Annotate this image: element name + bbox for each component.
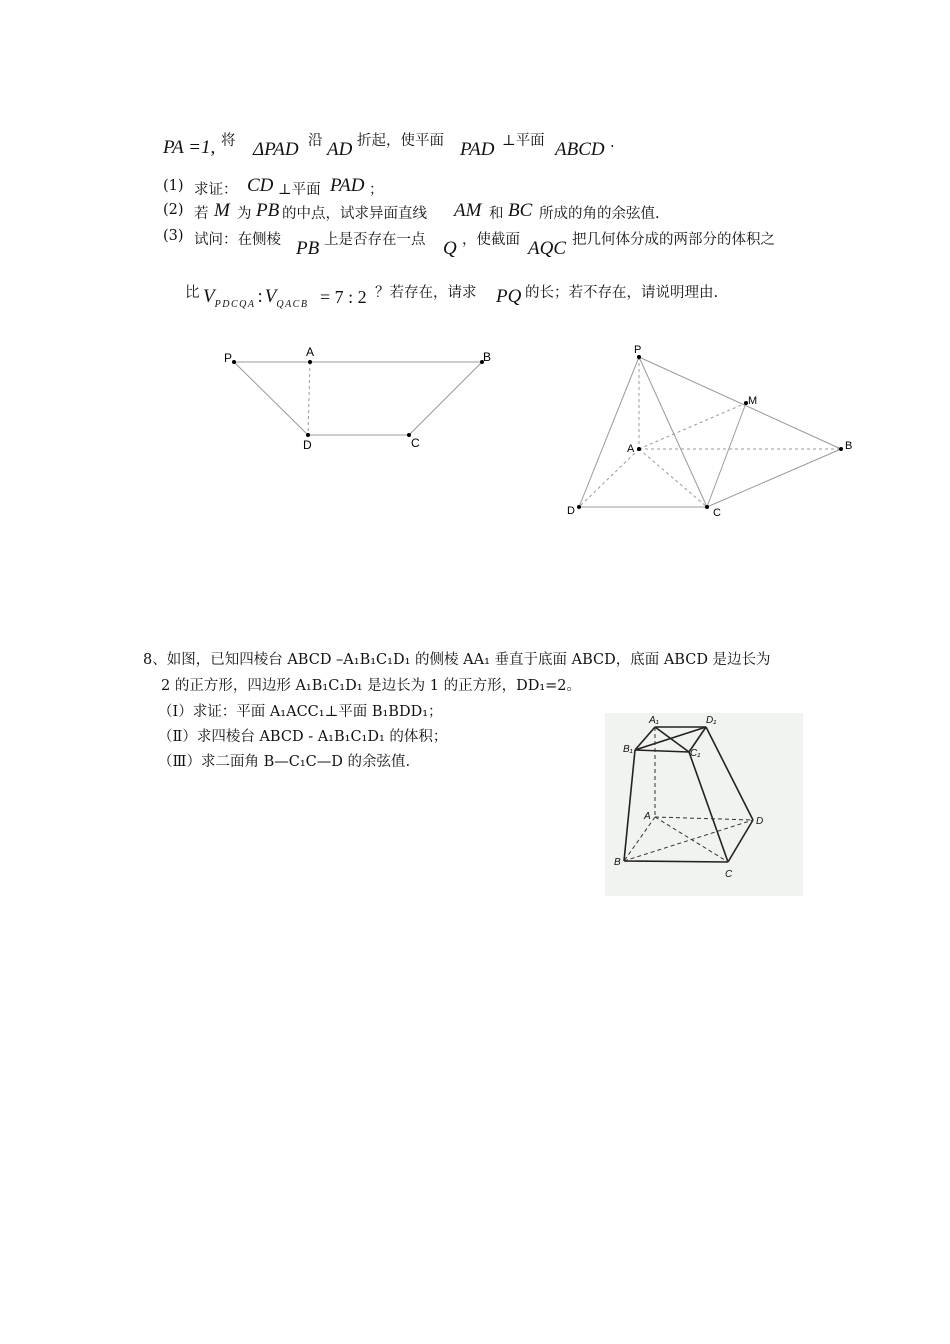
point-b-2	[839, 447, 843, 451]
figure-2-hidden-edges	[579, 357, 841, 507]
label-b1: B₁	[623, 744, 633, 755]
q1-text: 求证：	[194, 182, 238, 198]
q1-perp: ⊥平面	[278, 182, 321, 198]
label-d1: D₁	[706, 715, 717, 726]
point-d-2	[577, 505, 581, 509]
q3-text-6: 的长；若不存在，请说明理由.	[525, 285, 719, 301]
q3-v2: V	[264, 286, 277, 307]
edge-ac-2	[639, 449, 707, 507]
problem-8-part-2: （Ⅱ）求四棱台 ABCD - A₁B₁C₁D₁ 的体积；	[158, 729, 448, 745]
q2-pb: PB	[256, 200, 280, 221]
edge-pc-2	[639, 357, 707, 507]
q2-text-5: 所成的角的余弦值.	[539, 206, 660, 222]
q2-text-3: 的中点，试求异面直线	[282, 206, 427, 222]
intro-text-perp: ⊥平面	[502, 133, 545, 149]
q2-text-2: 为	[237, 206, 252, 222]
edge-bc	[624, 861, 728, 862]
q2-m: M	[214, 200, 230, 221]
q3-v2-sub: QACB	[276, 298, 309, 310]
intro-text-yan: 沿	[308, 133, 323, 149]
q1-pad: PAD	[330, 175, 365, 196]
q2-bc: BC	[508, 200, 533, 221]
point-p	[232, 360, 236, 364]
edge-ad-2	[579, 449, 639, 507]
label-b: B	[483, 350, 492, 364]
point-d	[306, 433, 310, 437]
q3-text-2: 上是否存在一点	[324, 232, 426, 248]
q2-am: AM	[454, 200, 482, 221]
point-a	[308, 360, 312, 364]
problem-8-part-3: （Ⅲ）求二面角 B—C₁C—D 的余弦值.	[158, 754, 411, 770]
q3-ratio: = 7 : 2	[320, 287, 367, 307]
label-p-2: P	[634, 344, 642, 356]
label-m-2: M	[748, 395, 758, 407]
figure-3-frustum	[605, 713, 803, 896]
label-b-2: B	[845, 440, 853, 452]
edge-ad: AD	[327, 139, 353, 160]
q3-text-5: ？若存在，请求	[375, 285, 477, 301]
triangle-pad: ΔPAD	[253, 139, 299, 160]
plane-abcd: ABCD	[555, 139, 605, 160]
edge-pd	[234, 362, 308, 435]
label-p: P	[224, 351, 233, 365]
pa-equation: PA =1,	[163, 137, 216, 158]
label-a-3: A	[644, 811, 651, 822]
point-c-2	[705, 505, 709, 509]
q2-text-4: 和	[489, 206, 504, 222]
q3-colon: :	[257, 286, 263, 307]
edge-ad-dashed	[308, 362, 310, 435]
point-a-2	[637, 447, 641, 451]
label-c-3: C	[725, 869, 733, 880]
edge-cb	[409, 362, 482, 435]
edge-pd-2	[579, 357, 639, 507]
q1-cd: CD	[247, 175, 274, 196]
label-c-2: C	[713, 507, 721, 519]
q3-q: Q	[443, 238, 457, 259]
edge-cb-2	[707, 449, 841, 507]
q3-v1-sub: PDCQA	[214, 298, 256, 310]
q3-text-4: 把几何体分成的两部分的体积之	[572, 232, 775, 248]
problem-8-line-1: 8、如图，已知四棱台 ABCD –A₁B₁C₁D₁ 的侧棱 AA₁ 垂直于底面 ABCD，底面 ABCD 是边长为	[143, 652, 771, 668]
q3-pb: PB	[296, 238, 320, 259]
problem-8-part-1: （Ⅰ）求证：平面 A₁ACC₁⊥平面 B₁BDD₁；	[158, 704, 443, 720]
plane-pad: PAD	[460, 139, 495, 160]
label-c1: C₁	[690, 748, 701, 759]
q3-aqc: AQC	[528, 238, 566, 259]
intro-period: .	[610, 135, 615, 151]
q2-text-1: 若	[194, 206, 209, 222]
q3-text-1: 试问：在侧棱	[194, 232, 281, 248]
figure-2-labels	[567, 344, 852, 519]
label-b-3: B	[614, 857, 621, 868]
q3-v1: V	[203, 286, 215, 307]
intro-text-jiang: 将	[221, 133, 236, 149]
label-a: A	[306, 345, 315, 359]
label-d: D	[303, 438, 312, 452]
q3-text-3: ，使截面	[462, 232, 520, 248]
edge-am-2	[639, 403, 746, 449]
label-d-3: D	[756, 816, 764, 827]
figure-1-labels	[224, 345, 491, 452]
figure-1-trapezoid	[234, 362, 482, 435]
edge-cm-2	[707, 403, 746, 507]
q3-bi: 比	[185, 285, 200, 301]
problem-8-line-2: 2 的正方形，四边形 A₁B₁C₁D₁ 是边长为 1 的正方形，DD₁=2。	[161, 678, 582, 694]
q1-end: ；	[369, 182, 384, 198]
q1-number: (1)	[163, 178, 184, 194]
label-c: C	[411, 436, 420, 450]
q3-number: (3)	[163, 228, 184, 244]
edge-pb-2	[639, 357, 841, 449]
q2-number: (2)	[163, 202, 184, 218]
q3-pq: PQ	[496, 286, 522, 307]
label-d-2: D	[567, 505, 575, 517]
label-a1: A₁	[649, 715, 659, 726]
intro-text-fold: 折起，使平面	[357, 133, 444, 149]
label-a-2: A	[627, 443, 635, 455]
scan-background	[605, 713, 803, 896]
figure-2-pyramid	[579, 357, 841, 507]
